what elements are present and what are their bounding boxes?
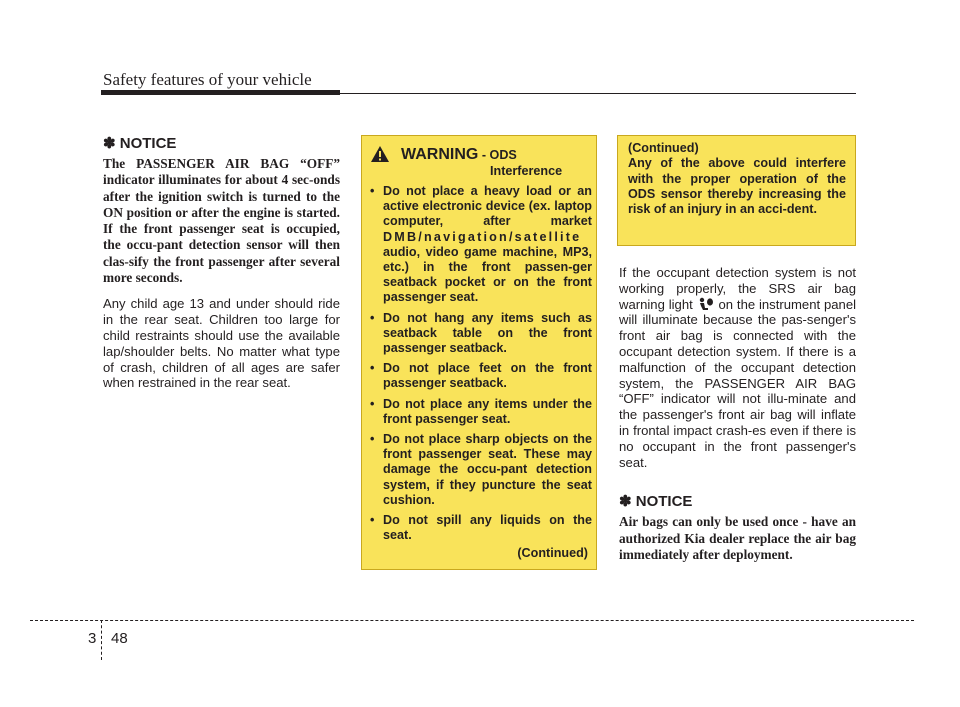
- airbag-warning-icon: [697, 297, 715, 311]
- warning-item: [370, 432, 592, 508]
- warning-item: [370, 397, 592, 427]
- chapter-number: 3: [88, 630, 97, 647]
- warning-triangle-icon: [370, 145, 390, 163]
- warning-heading: [401, 146, 517, 164]
- bullet: •: [370, 513, 375, 528]
- ods-text-part: If the occupant detection system is not working properly, the SRS air bag warning light: [619, 265, 856, 312]
- continued-body: Any of the above could interfere with the proper operation of the ODS sensor thereby increasing the risk of an injury in an acci-dent.: [628, 156, 846, 217]
- warning-item: [370, 361, 592, 391]
- warning-item: [370, 513, 592, 543]
- warning-subtitle: - ODS: [478, 148, 517, 162]
- left-column: [103, 134, 340, 391]
- footer-divider: [101, 620, 102, 660]
- warning-item-text: Do not hang any items such as seatback table on the front passenger seatback.: [383, 310, 592, 356]
- warning-item-text: Do not place any items under the front passenger seat.: [383, 396, 592, 426]
- notice-heading: ✽ NOTICE: [103, 135, 177, 152]
- warning-word: WARNING: [401, 146, 479, 163]
- page-number: 48: [111, 630, 128, 647]
- notice-body-2: Air bags can only be used once - have an authorized Kia dealer replace the air bag immediately after deployment.: [619, 514, 856, 562]
- warning-item: [370, 311, 592, 357]
- header-rule: [101, 93, 856, 94]
- child-seating-text: Any child age 13 and under should ride in the rear seat. Children too large for child restraints should use the available lap/shoulder belts. No matter what type of crash, children of all ages are safer when restrained in the rear seat.: [103, 296, 340, 391]
- notice-body: The PASSENGER AIR BAG “OFF” indicator illuminates for about 4 sec-onds after the ignition switch is turned to the ON position or after the engine is started. If the front passenger seat is occupied, the occu-pant detection sensor will then clas-sify the front passenger after several more seconds.: [103, 156, 340, 286]
- warning-item: [370, 184, 592, 306]
- bullet: •: [370, 432, 375, 447]
- warning-item-text: Do not place feet on the front passenger seatback.: [383, 361, 592, 391]
- warning-item-text: Do not place a heavy load or an active electronic device (ex. laptop computer, after market: [383, 184, 592, 229]
- ods-text-part: on the instrument panel will illuminate because the pas-senger's front air bag is connected with the occupant detection system. If there is a malfunction of the occupant detection system, the PASSENGER AIR BAG “OFF” indicator will not illu-minate and the passenger's front air bag will inflate in frontal impact crash-es even if there is no occupant in the front passenger's seat.: [619, 296, 857, 470]
- bullet: •: [370, 396, 375, 411]
- bullet: •: [370, 310, 375, 325]
- continued-title: (Continued): [628, 141, 699, 155]
- continued-label: (Continued): [517, 546, 588, 560]
- page-header-title: Safety features of your vehicle: [103, 70, 312, 89]
- right-column: [619, 265, 856, 563]
- bullet: •: [370, 184, 375, 198]
- notice-heading-2: ✽ NOTICE: [619, 493, 693, 511]
- ods-malfunction-text: [619, 265, 856, 470]
- bullet: •: [370, 361, 375, 376]
- continued-box: [617, 135, 856, 246]
- warning-item-text: Do not place sharp objects on the front passenger seat. These may damage the occu-pant detection system, if they puncture the seat cushion.: [383, 432, 592, 507]
- warning-item-text: audio, video game machine, MP3, etc.) in the front passen-ger seatback pocket or on the front passenger seat.: [383, 244, 592, 305]
- warning-item-text: DMB/navigation/satellite: [383, 229, 582, 244]
- warning-list: [370, 184, 592, 548]
- footer-rule: [30, 620, 914, 621]
- warning-box: [361, 135, 597, 570]
- warning-subtitle-2: Interference: [490, 164, 563, 178]
- warning-item-text: Do not spill any liquids on the seat.: [383, 513, 592, 543]
